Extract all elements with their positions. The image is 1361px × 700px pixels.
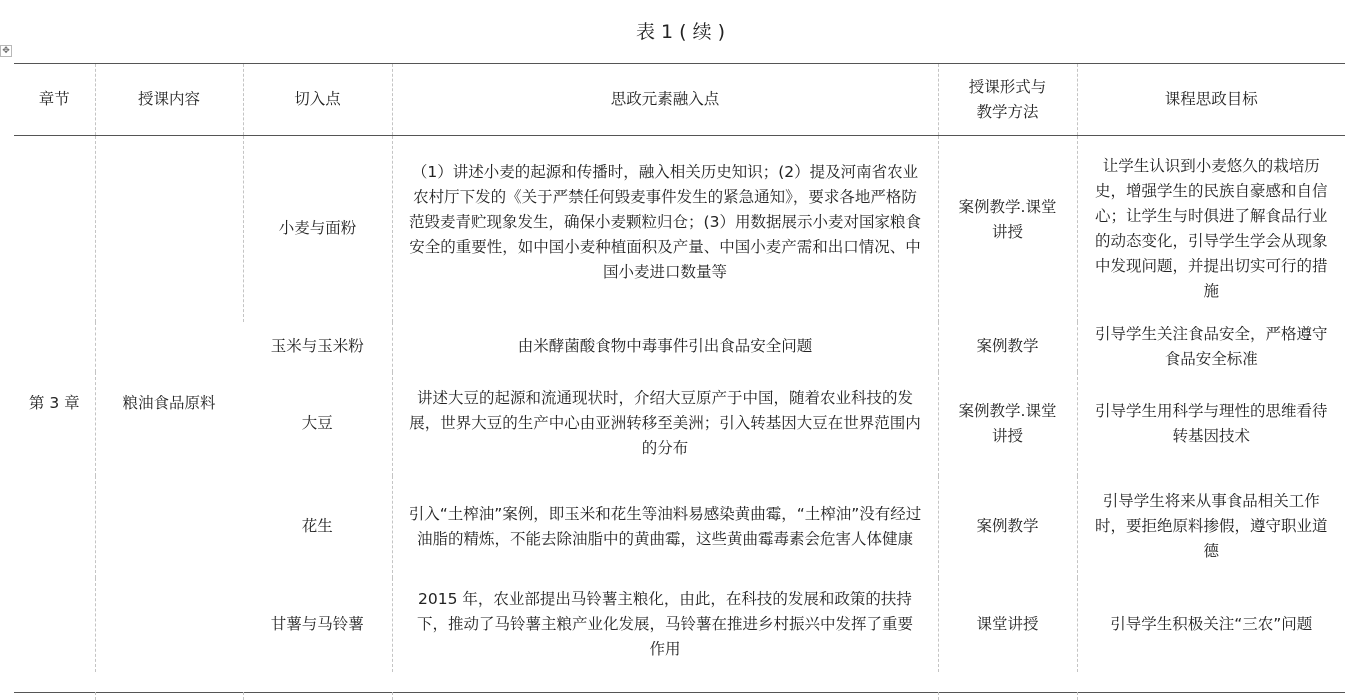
element-cell: 引入“土榨油”案例，即玉米和花生等油料易感染黄曲霉，“土榨油”没有经过油脂的精炼，不能去除油脂中的黄曲霉，这些黄曲霉毒素会危害人体健康 xyxy=(392,476,938,578)
entry-cell: 玉米与玉米粉 xyxy=(270,337,364,355)
column-divider xyxy=(392,692,393,700)
column-divider xyxy=(243,692,244,700)
goal-cell: 引导学生用科学与理性的思维看待转基因技术 xyxy=(1077,372,1345,476)
element-cell: 2015 年，农业部提出马铃薯主粮化，由此，在科技的发展和政策的扶持下，推动了马铃薯主粮产业化发展，马铃薯在推进乡村振兴中发挥了重要作用 xyxy=(392,578,938,672)
element-cell: 由米酵菌酸食物中毒事件引出食品安全问题 xyxy=(392,322,938,372)
course-table xyxy=(14,63,1345,672)
content-cell: 粮油食品原料 xyxy=(95,136,243,672)
goal-cell: 引导学生将来从事食品相关工作时，要拒绝原料掺假，遵守职业道德 xyxy=(1077,476,1345,578)
table-header-row xyxy=(14,64,1345,136)
table-bottom-rule xyxy=(14,692,1345,693)
column-divider xyxy=(938,692,939,700)
header-element: 思政元素融入点 xyxy=(392,64,938,136)
goal-cell: 引导学生积极关注“三农”问题 xyxy=(1077,578,1345,672)
element-cell: （1）讲述小麦的起源和传播时，融入相关历史知识；(2）提及河南省农业农村厅下发的《关于严禁任何毁麦事件发生的紧急通知》，要求各地严格防范毁麦青贮现象发生，确保小麦颗粒归仓；(3）用数据展示小麦对国家粮食安全的重要性，如中国小麦种植面积及产量、中国小麦产需和出口情况、中国小麦进口数量等 xyxy=(392,136,938,322)
entry-cell: 大豆 xyxy=(301,414,333,432)
move-icon[interactable]: ✥ xyxy=(0,45,12,57)
table-row xyxy=(14,136,1345,322)
table-title: 表 1 ( 续 ) xyxy=(635,21,726,43)
header-content: 授课内容 xyxy=(95,64,243,136)
entry-cell: 花生 xyxy=(301,517,333,535)
header-goal: 课程思政目标 xyxy=(1077,64,1345,136)
method-cell: 案例教学.课堂讲授 xyxy=(938,136,1077,322)
method-cell: 案例教学 xyxy=(938,476,1077,578)
column-divider xyxy=(95,692,96,700)
entry-cell: 小麦与面粉 xyxy=(243,136,392,322)
method-cell: 案例教学.课堂讲授 xyxy=(938,372,1077,476)
header-entry-point: 切入点 xyxy=(243,64,392,136)
entry-cell: 甘薯与马铃薯 xyxy=(270,615,364,633)
chapter-cell: 第 3 章 xyxy=(28,394,80,413)
method-cell: 课堂讲授 xyxy=(938,578,1077,672)
element-cell: 讲述大豆的起源和流通现状时，介绍大豆原产于中国，随着农业科技的发展，世界大豆的生产中心由亚洲转移至美洲；引入转基因大豆在世界范围内的分布 xyxy=(392,372,938,476)
method-cell: 案例教学 xyxy=(938,322,1077,372)
header-method: 授课形式与教学方法 xyxy=(938,64,1077,136)
goal-cell: 让学生认识到小麦悠久的栽培历史，增强学生的民族自豪感和自信心；让学生与时俱进了解食品行业的动态变化，引导学生学会从现象中发现问题，并提出切实可行的措施 xyxy=(1077,136,1345,322)
goal-cell: 引导学生关注食品安全，严格遵守食品安全标准 xyxy=(1077,322,1345,372)
column-divider xyxy=(1077,692,1078,700)
header-chapter: 章节 xyxy=(14,64,95,136)
